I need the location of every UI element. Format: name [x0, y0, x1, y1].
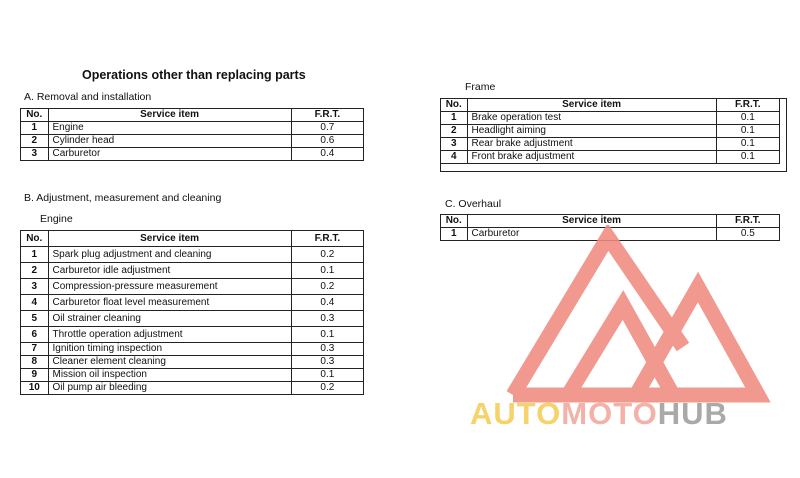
- row-item: Spark plug adjustment and cleaning: [48, 247, 291, 263]
- col-header-frt: F.R.T.: [291, 109, 363, 122]
- table-row: [441, 138, 780, 151]
- table-header-row: [21, 231, 364, 247]
- col-header-no: No.: [441, 99, 468, 112]
- row-no: 9: [21, 369, 49, 382]
- row-frt: 0.2: [291, 247, 363, 263]
- row-no: 3: [441, 138, 468, 151]
- row-item: Throttle operation adjustment: [48, 327, 291, 343]
- row-frt: 0.1: [716, 112, 779, 125]
- row-item: Cleaner element cleaning: [48, 356, 291, 369]
- row-item: Carburetor float level measurement: [48, 295, 291, 311]
- row-item: Carburetor: [48, 148, 291, 161]
- row-no: 3: [21, 279, 49, 295]
- row-item: Carburetor: [467, 228, 716, 241]
- row-no: 2: [21, 135, 49, 148]
- table-header-row: [441, 99, 780, 112]
- col-header-no: No.: [21, 231, 49, 247]
- row-no: 2: [21, 263, 49, 279]
- col-header-no: No.: [441, 215, 468, 228]
- section-b-label: B. Adjustment, measurement and cleaning: [24, 192, 222, 204]
- row-frt: 0.1: [716, 138, 779, 151]
- table-row: [21, 295, 364, 311]
- table-row: [21, 122, 364, 135]
- row-no: 8: [21, 356, 49, 369]
- row-item: Headlight aiming: [467, 125, 716, 138]
- row-item: Oil strainer cleaning: [48, 311, 291, 327]
- row-item: Carburetor idle adjustment: [48, 263, 291, 279]
- table-row: [441, 151, 780, 164]
- adjustment-table: [20, 230, 364, 395]
- removal-installation-table: [20, 108, 364, 161]
- table-row: [21, 263, 364, 279]
- row-frt: 0.3: [291, 356, 363, 369]
- table-row: [21, 369, 364, 382]
- row-item: Compression-pressure measurement: [48, 279, 291, 295]
- table-row: [21, 247, 364, 263]
- row-no: 4: [21, 295, 49, 311]
- col-header-frt: F.R.T.: [716, 99, 779, 112]
- table-row: [21, 279, 364, 295]
- row-no: 5: [21, 311, 49, 327]
- page-title: Operations other than replacing parts: [82, 68, 306, 82]
- row-no: 4: [441, 151, 468, 164]
- table-row: [441, 125, 780, 138]
- row-no: 10: [21, 382, 49, 395]
- col-header-no: No.: [21, 109, 49, 122]
- table-row: [21, 382, 364, 395]
- row-no: 1: [21, 247, 49, 263]
- row-frt: 0.1: [291, 369, 363, 382]
- frame-label: Frame: [465, 81, 496, 93]
- row-frt: 0.1: [716, 125, 779, 138]
- col-header-service-item: Service item: [48, 109, 291, 122]
- row-frt: 0.4: [291, 148, 363, 161]
- row-item: Rear brake adjustment: [467, 138, 716, 151]
- engine-sublabel: Engine: [40, 213, 73, 225]
- section-c-label: C. Overhaul: [445, 198, 502, 210]
- table-row: [21, 135, 364, 148]
- col-header-frt: F.R.T.: [716, 215, 779, 228]
- col-header-service-item: Service item: [467, 99, 716, 112]
- row-no: 7: [21, 343, 49, 356]
- row-item: Oil pump air bleeding: [48, 382, 291, 395]
- row-frt: 0.4: [291, 295, 363, 311]
- row-frt: 0.6: [291, 135, 363, 148]
- watermark-hub: HUB: [657, 396, 728, 431]
- row-no: 6: [21, 327, 49, 343]
- table-row: [21, 327, 364, 343]
- row-item: Cylinder head: [48, 135, 291, 148]
- row-item: Front brake adjustment: [467, 151, 716, 164]
- table-header-row: [21, 109, 364, 122]
- table-row: [21, 148, 364, 161]
- col-header-frt: F.R.T.: [291, 231, 363, 247]
- row-frt: 0.1: [291, 263, 363, 279]
- section-a-label: A. Removal and installation: [24, 91, 152, 103]
- table-row: [441, 112, 780, 125]
- row-frt: 0.3: [291, 343, 363, 356]
- frame-table: [440, 98, 780, 164]
- row-frt: 0.2: [291, 382, 363, 395]
- row-item: Brake operation test: [467, 112, 716, 125]
- row-no: 1: [441, 112, 468, 125]
- row-frt: 0.3: [291, 311, 363, 327]
- col-header-service-item: Service item: [467, 215, 716, 228]
- table-row: [21, 343, 364, 356]
- row-no: 2: [441, 125, 468, 138]
- row-frt: 0.7: [291, 122, 363, 135]
- row-item: Ignition timing inspection: [48, 343, 291, 356]
- row-frt: 0.2: [291, 279, 363, 295]
- col-header-service-item: Service item: [48, 231, 291, 247]
- table-row: [21, 311, 364, 327]
- watermark-brand: [470, 396, 728, 432]
- row-frt: 0.5: [716, 228, 779, 241]
- row-frt: 0.1: [291, 327, 363, 343]
- row-item: Mission oil inspection: [48, 369, 291, 382]
- row-no: 1: [21, 122, 49, 135]
- row-no: 3: [21, 148, 49, 161]
- row-item: Engine: [48, 122, 291, 135]
- row-frt: 0.1: [716, 151, 779, 164]
- watermark-moto: MOTO: [561, 396, 658, 431]
- table-row: [21, 356, 364, 369]
- watermark-auto: AUTO: [470, 396, 562, 431]
- row-no: 1: [441, 228, 468, 241]
